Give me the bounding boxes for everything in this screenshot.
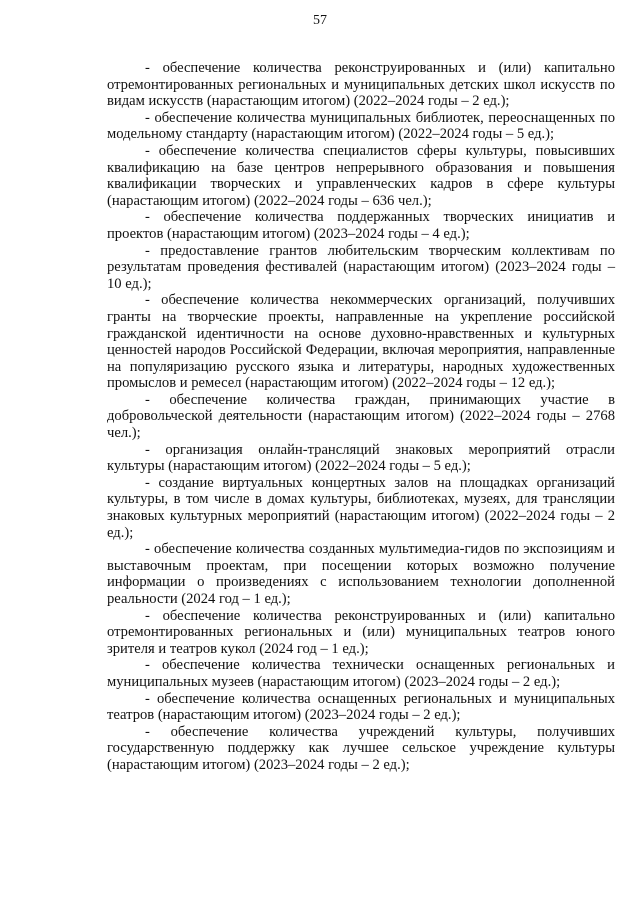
list-item: - организация онлайн-трансляций знаковых мероприятий отрасли культуры (нарастающим итогом) (2022–2024 годы – 5 ед.);: [107, 441, 615, 475]
list-item: - обеспечение количества оснащенных региональных и муниципальных театров (нарастающим итогом) (2023–2024 годы – 2 ед.);: [107, 690, 615, 724]
list-item: - обеспечение количества реконструированных и (или) капитально отремонтированных региональных и (или) муниципальных театров юного зрителя и театров кукол (2024 год – 1 ед.);: [107, 607, 615, 657]
list-item: - обеспечение количества реконструированных и (или) капитально отремонтированных региональных и муниципальных детских школ искусств по видам искусств (нарастающим итогом) (2022–2024 годы – 2 ед.);: [107, 60, 615, 110]
list-item: - обеспечение количества учреждений культуры, получивших государственную поддержку как лучшее сельское учреждение культуры (нарастающим итогом) (2023–2024 годы – 2 ед.);: [107, 723, 615, 773]
list-item: - создание виртуальных концертных залов на площадках организаций культуры, в том числе в домах культуры, библиотеках, музеях, для трансляции знаковых культурных мероприятий (нарастающим итогом) (2022–2024 годы – 2 ед.);: [107, 474, 615, 541]
page-body: [107, 60, 615, 774]
list-item: - обеспечение количества созданных мультимедиа-гидов по экспозициям и выставочным проектам, при посещении которых возможно получение информации о произведениях с использованием технологии дополненной реальности (2024 год – 1 ед.);: [107, 541, 615, 607]
list-item: - обеспечение количества некоммерческих организаций, получивших гранты на творческие проекты, направленные на укрепление российской гражданской идентичности на основе духовно-нравственных и культурных ценностей народов Российской Федерации, включая мероприятия, направленные на популяризацию русского языка и литературы, народных художественных промыслов и ремесел (нарастающим итогом) (2022–2024 годы – 12 ед.);: [107, 292, 615, 392]
list-item: - предоставление грантов любительским творческим коллективам по результатам проведения фестивалей (нарастающим итогом) (2023–2024 годы – 10 ед.);: [107, 242, 615, 292]
list-item: - обеспечение количества поддержанных творческих инициатив и проектов (нарастающим итогом) (2023–2024 годы – 4 ед.);: [107, 209, 615, 242]
page-number: 57: [313, 13, 327, 28]
list-item: - обеспечение количества специалистов сферы культуры, повысивших квалификацию на базе центров непрерывного образования и повышения квалификации творческих и управленческих кадров в сфере культуры (нарастающим итогом) (2022–2024 годы – 636 чел.);: [107, 142, 615, 209]
list-item: - обеспечение количества технически оснащенных региональных и муниципальных музеев (нарастающим итогом) (2023–2024 годы – 2 ед.);: [107, 657, 615, 690]
list-item: - обеспечение количества муниципальных библиотек, переоснащенных по модельному стандарту (нарастающим итогом) (2022–2024 годы – 5 ед.);: [107, 109, 615, 143]
list-item: - обеспечение количества граждан, принимающих участие в добровольческой деятельности (нарастающим итогом) (2022–2024 годы – 2768 чел.);: [107, 391, 615, 442]
